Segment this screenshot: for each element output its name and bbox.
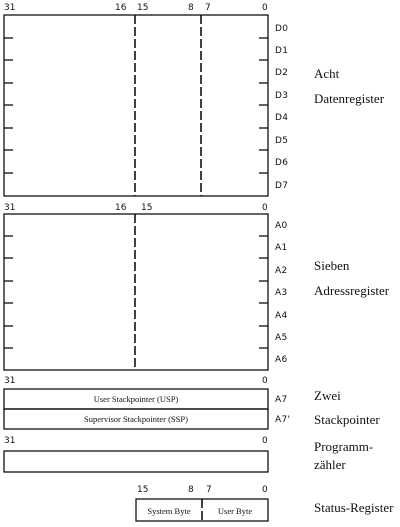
reg-d5: D5 bbox=[275, 136, 289, 146]
reg-a7-prime: A7' bbox=[275, 415, 291, 425]
status-register bbox=[136, 485, 394, 521]
stack-pointers bbox=[4, 376, 380, 429]
addr-bit-15: 15 bbox=[141, 203, 153, 213]
reg-d0: D0 bbox=[275, 24, 289, 34]
sr-bit-7: 7 bbox=[206, 485, 212, 495]
reg-d7: D7 bbox=[275, 181, 289, 191]
reg-a3: A3 bbox=[275, 288, 288, 298]
reg-a6: A6 bbox=[275, 355, 288, 365]
addr-bit-16: 16 bbox=[115, 203, 127, 213]
user-byte-label: User Byte bbox=[217, 506, 253, 516]
data-bit-31: 31 bbox=[4, 3, 16, 13]
reg-a0: A0 bbox=[275, 221, 288, 231]
address-register-ticks bbox=[4, 236, 268, 348]
data-desc-line2: Datenregister bbox=[314, 91, 385, 106]
sp-bit-0: 0 bbox=[262, 376, 268, 386]
pc-desc-line1: Programm- bbox=[314, 439, 374, 454]
pc-bit-31: 31 bbox=[4, 436, 16, 446]
pc-bit-0: 0 bbox=[262, 436, 268, 446]
data-registers bbox=[4, 3, 385, 196]
reg-d1: D1 bbox=[275, 46, 289, 56]
sp-bit-31: 31 bbox=[4, 376, 16, 386]
reg-d3: D3 bbox=[275, 91, 289, 101]
data-bit-0: 0 bbox=[262, 3, 268, 13]
reg-a5: A5 bbox=[275, 333, 288, 343]
sr-desc: Status-Register bbox=[314, 500, 394, 515]
data-bit-15: 15 bbox=[137, 3, 149, 13]
sr-bit-15: 15 bbox=[137, 485, 149, 495]
sr-bit-8: 8 bbox=[188, 485, 194, 495]
ssp-label: Supervisor Stackpointer (SSP) bbox=[84, 414, 188, 424]
reg-d6: D6 bbox=[275, 158, 289, 168]
addr-bit-0: 0 bbox=[262, 203, 268, 213]
reg-a1: A1 bbox=[275, 243, 288, 253]
sr-bit-0: 0 bbox=[262, 485, 268, 495]
address-register-block bbox=[4, 214, 268, 370]
reg-a4: A4 bbox=[275, 311, 288, 321]
address-desc-line1: Sieben bbox=[314, 258, 350, 273]
system-byte-label: System Byte bbox=[147, 506, 191, 516]
reg-d2: D2 bbox=[275, 68, 289, 78]
pc-desc-line2: zähler bbox=[314, 457, 346, 472]
data-bit-7: 7 bbox=[205, 3, 211, 13]
address-registers bbox=[4, 203, 390, 370]
reg-d4: D4 bbox=[275, 113, 289, 123]
addr-bit-31: 31 bbox=[4, 203, 16, 213]
data-desc-line1: Acht bbox=[314, 66, 340, 81]
pc-register bbox=[4, 451, 268, 472]
sp-desc-line2: Stackpointer bbox=[314, 412, 380, 427]
reg-a2: A2 bbox=[275, 266, 288, 276]
usp-label: User Stackpointer (USP) bbox=[93, 394, 179, 404]
address-desc-line2: Adressregister bbox=[314, 283, 390, 298]
data-register-block bbox=[4, 15, 268, 196]
program-counter bbox=[4, 436, 373, 472]
reg-a7: A7 bbox=[275, 395, 288, 405]
data-bit-8: 8 bbox=[188, 3, 194, 13]
sp-desc-line1: Zwei bbox=[314, 388, 341, 403]
data-bit-16: 16 bbox=[115, 3, 127, 13]
data-register-ticks bbox=[4, 38, 268, 173]
